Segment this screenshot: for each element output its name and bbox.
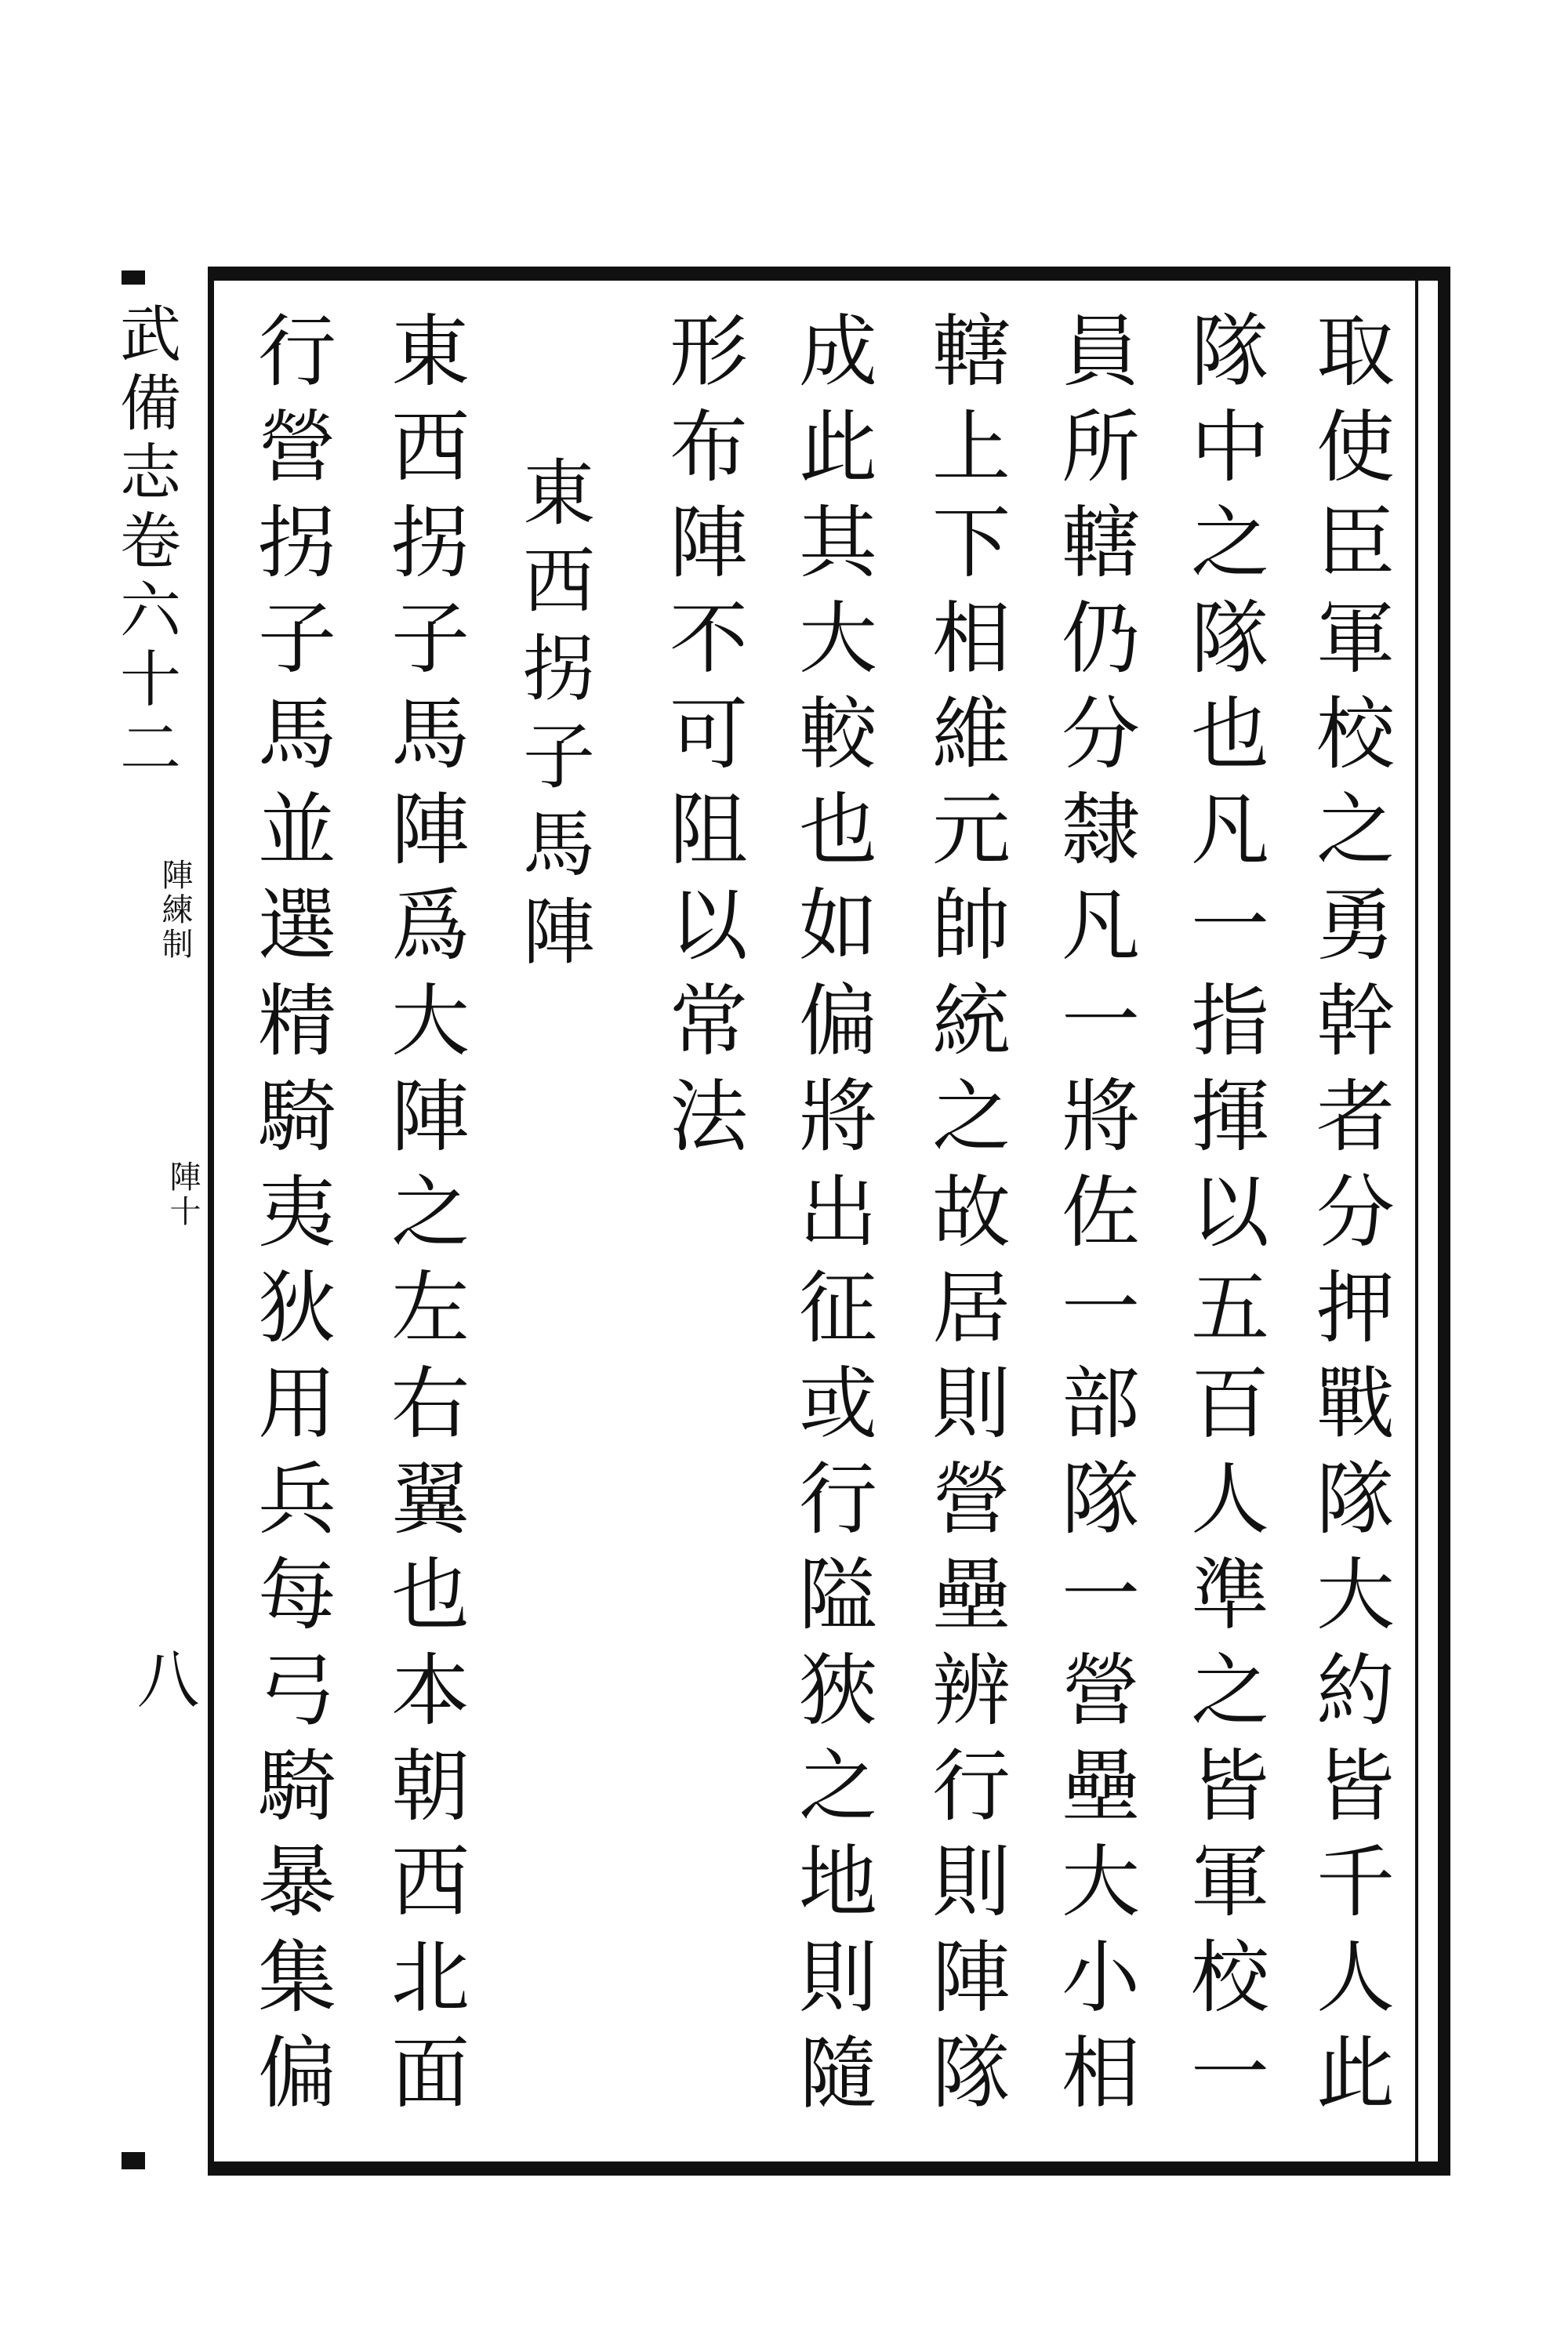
text-column-4: 轄上下相維元帥統之故居則營壘辨行則陣隊 (919, 310, 1011, 2127)
folio-number: 八 (126, 1646, 199, 1709)
margin-mark-bottom (122, 2152, 145, 2169)
margin-mark-top (122, 270, 145, 285)
frame-inner-rule (1415, 281, 1418, 2162)
subsection-label: 陣十 (165, 1160, 201, 1229)
text-column-2: 隊中之隊也凡一指揮以五百人準之皆軍校一 (1178, 310, 1269, 2127)
text-column-6: 形布陣不可阻以常法 (656, 310, 748, 1171)
section-heading: 東西拐子馬陣 (511, 455, 595, 982)
section-label: 陣練制 (157, 858, 193, 962)
text-column-8: 東西拐子馬陣爲大陣之左右翼也本朝西北面 (378, 310, 470, 2127)
text-column-9: 行營拐子馬並選精騎夷狄用兵每弓騎暴集偏 (245, 310, 336, 2127)
text-column-3: 員所轄仍分隸凡一將佐一部隊一營壘大小相 (1048, 310, 1140, 2127)
text-column-1: 取使臣軍校之勇幹者分押戰隊大約皆千人此 (1303, 310, 1395, 2127)
book-title: 武備志卷六十二 (110, 302, 180, 785)
text-column-5: 成此其大較也如偏將出征或行隘狹之地則隨 (786, 310, 877, 2127)
